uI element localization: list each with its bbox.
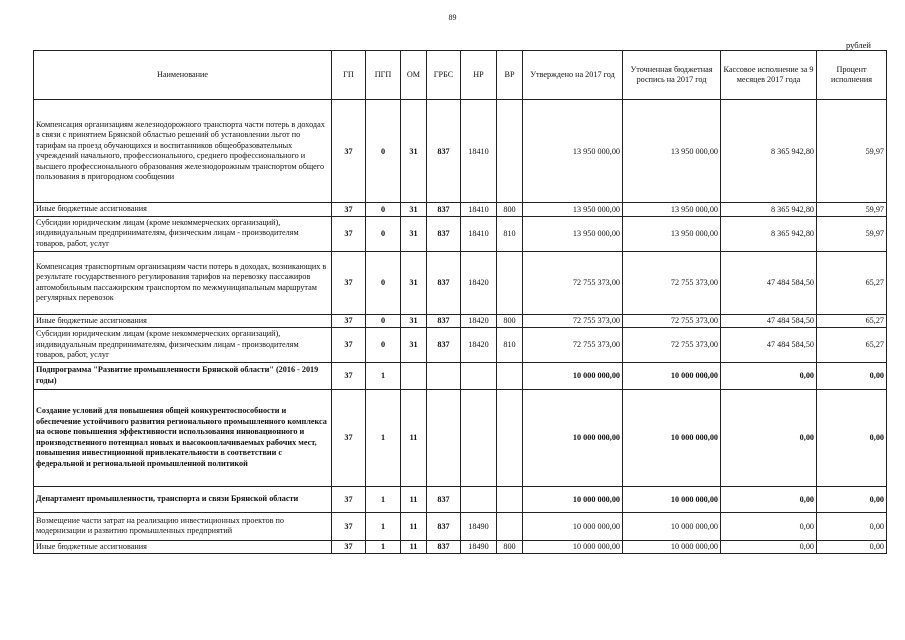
cell-np: 18490 — [461, 540, 497, 554]
page-number: 89 — [448, 13, 457, 22]
cell-om: 31 — [401, 100, 427, 203]
cell-np: 18410 — [461, 216, 497, 251]
cell-cash: 8 365 942,80 — [721, 203, 817, 217]
cell-grbs: 837 — [427, 486, 461, 512]
cell-approved: 72 755 373,00 — [523, 251, 623, 314]
cell-gp: 37 — [332, 362, 366, 389]
table-row — [34, 203, 887, 217]
cell-percent: 59,97 — [817, 216, 887, 251]
table-row — [34, 512, 887, 540]
cell-percent: 65,27 — [817, 328, 887, 363]
header-refined: Уточненная бюджетная роспись на 2017 год — [623, 51, 721, 100]
budget-table — [33, 50, 887, 554]
cell-refined: 10 000 000,00 — [623, 389, 721, 486]
cell-gp: 37 — [332, 389, 366, 486]
cell-refined: 13 950 000,00 — [623, 216, 721, 251]
header-gp: ГП — [332, 51, 366, 100]
cell-ppgp: 1 — [366, 540, 401, 554]
cell-vr: 810 — [497, 328, 523, 363]
cell-grbs: 837 — [427, 203, 461, 217]
cell-np: 18420 — [461, 328, 497, 363]
cell-approved: 10 000 000,00 — [523, 486, 623, 512]
cell-gp: 37 — [332, 216, 366, 251]
cell-ppgp: 1 — [366, 512, 401, 540]
table-row — [34, 389, 887, 486]
cell-percent: 59,97 — [817, 203, 887, 217]
cell-vr: 810 — [497, 216, 523, 251]
cell-om: 11 — [401, 389, 427, 486]
cell-ppgp: 1 — [366, 389, 401, 486]
cell-cash: 0,00 — [721, 362, 817, 389]
cell-cash: 0,00 — [721, 512, 817, 540]
cell-vr — [497, 100, 523, 203]
cell-vr — [497, 512, 523, 540]
cell-ppgp: 0 — [366, 203, 401, 217]
header-grbs: ГРБС — [427, 51, 461, 100]
cell-gp: 37 — [332, 100, 366, 203]
cell-gp: 37 — [332, 512, 366, 540]
cell-np: 18420 — [461, 314, 497, 328]
cell-cash: 0,00 — [721, 389, 817, 486]
table-row — [34, 486, 887, 512]
cell-vr — [497, 486, 523, 512]
cell-gp: 37 — [332, 486, 366, 512]
header-row — [34, 51, 887, 100]
cell-vr — [497, 251, 523, 314]
cell-np — [461, 362, 497, 389]
cell-cash: 8 365 942,80 — [721, 216, 817, 251]
cell-np: 18490 — [461, 512, 497, 540]
header-name: Наименование — [34, 51, 332, 100]
cell-om: 31 — [401, 203, 427, 217]
cell-grbs — [427, 389, 461, 486]
cell-np: 18420 — [461, 251, 497, 314]
cell-approved: 72 755 373,00 — [523, 328, 623, 363]
cell-refined: 13 950 000,00 — [623, 100, 721, 203]
header-cash: Кассовое исполнение за 9 месяцев 2017 года — [721, 51, 817, 100]
cell-om: 31 — [401, 314, 427, 328]
header-percent: Процент исполнения — [817, 51, 887, 100]
cell-np — [461, 486, 497, 512]
table-row — [34, 328, 887, 363]
cell-om — [401, 362, 427, 389]
cell-refined: 72 755 373,00 — [623, 314, 721, 328]
table-row — [34, 100, 887, 203]
table-row — [34, 314, 887, 328]
cell-name: Субсидии юридическим лицам (кроме некоммерческих организаций), индивидуальным предпринимателям, физическим лицам - производителям товаров, работ, услуг — [34, 216, 332, 251]
cell-gp: 37 — [332, 314, 366, 328]
cell-refined: 10 000 000,00 — [623, 540, 721, 554]
cell-name: Возмещение части затрат на реализацию инвестиционных проектов по модернизации и развитию промышленных предприятий — [34, 512, 332, 540]
cell-percent: 0,00 — [817, 540, 887, 554]
cell-gp: 37 — [332, 540, 366, 554]
cell-ppgp: 1 — [366, 362, 401, 389]
cell-refined: 72 755 373,00 — [623, 251, 721, 314]
cell-grbs: 837 — [427, 328, 461, 363]
cell-np — [461, 389, 497, 486]
cell-name: Иные бюджетные ассигнования — [34, 203, 332, 217]
cell-refined: 10 000 000,00 — [623, 512, 721, 540]
cell-gp: 37 — [332, 203, 366, 217]
cell-percent: 0,00 — [817, 389, 887, 486]
cell-name: Иные бюджетные ассигнования — [34, 314, 332, 328]
cell-grbs — [427, 362, 461, 389]
units-label: рублей — [846, 40, 871, 50]
cell-percent: 59,97 — [817, 100, 887, 203]
cell-percent: 65,27 — [817, 314, 887, 328]
cell-vr: 800 — [497, 314, 523, 328]
cell-cash: 0,00 — [721, 540, 817, 554]
cell-cash: 47 484 584,50 — [721, 251, 817, 314]
cell-vr — [497, 389, 523, 486]
cell-percent: 0,00 — [817, 486, 887, 512]
cell-approved: 13 950 000,00 — [523, 216, 623, 251]
cell-om: 11 — [401, 486, 427, 512]
cell-cash: 47 484 584,50 — [721, 328, 817, 363]
cell-gp: 37 — [332, 251, 366, 314]
cell-grbs: 837 — [427, 100, 461, 203]
cell-vr — [497, 362, 523, 389]
cell-ppgp: 0 — [366, 216, 401, 251]
cell-ppgp: 0 — [366, 251, 401, 314]
cell-refined: 10 000 000,00 — [623, 362, 721, 389]
table-row — [34, 540, 887, 554]
cell-approved: 10 000 000,00 — [523, 540, 623, 554]
cell-refined: 13 950 000,00 — [623, 203, 721, 217]
header-om: ОМ — [401, 51, 427, 100]
header-vr: ВР — [497, 51, 523, 100]
cell-grbs: 837 — [427, 540, 461, 554]
cell-percent: 0,00 — [817, 362, 887, 389]
cell-cash: 0,00 — [721, 486, 817, 512]
cell-cash: 8 365 942,80 — [721, 100, 817, 203]
table-row — [34, 216, 887, 251]
header-np: НР — [461, 51, 497, 100]
cell-grbs: 837 — [427, 251, 461, 314]
cell-ppgp: 0 — [366, 314, 401, 328]
cell-om: 31 — [401, 216, 427, 251]
cell-name: Подпрограмма "Развитие промышленности Брянской области" (2016 - 2019 годы) — [34, 362, 332, 389]
cell-grbs: 837 — [427, 512, 461, 540]
cell-approved: 13 950 000,00 — [523, 203, 623, 217]
cell-refined: 72 755 373,00 — [623, 328, 721, 363]
cell-grbs: 837 — [427, 314, 461, 328]
cell-cash: 47 484 584,50 — [721, 314, 817, 328]
cell-name: Компенсация организациям железнодорожного транспорта части потерь в доходах в связи с принятием Брянской областью решений об установлении льгот по тарифам на проезд обучающихся и воспитанников общеобразовательных учреждений начального, профессионального, среднего профессионального и высшего профессионального образования железнодорожным транспортом общего пользования в пригородном сообщении — [34, 100, 332, 203]
cell-name: Субсидии юридическим лицам (кроме некоммерческих организаций), индивидуальным предпринимателям, физическим лицам - производителям товаров, работ, услуг — [34, 328, 332, 363]
cell-approved: 10 000 000,00 — [523, 389, 623, 486]
cell-approved: 10 000 000,00 — [523, 512, 623, 540]
cell-ppgp: 1 — [366, 486, 401, 512]
cell-om: 11 — [401, 540, 427, 554]
cell-np: 18410 — [461, 100, 497, 203]
cell-om: 31 — [401, 328, 427, 363]
cell-percent: 0,00 — [817, 512, 887, 540]
cell-name: Создание условий для повышения общей конкурентоспособности и обеспечение устойчивого развития регионального промышленного комплекса на основе повышения эффективности использования инновационного и производственного потенциал новых и высокооплачиваемых рабочих мест, повышения инвестиционной привлекательности в соответствии с федеральной и региональной промышленной политикой — [34, 389, 332, 486]
cell-approved: 10 000 000,00 — [523, 362, 623, 389]
cell-om: 11 — [401, 512, 427, 540]
cell-grbs: 837 — [427, 216, 461, 251]
cell-ppgp: 0 — [366, 100, 401, 203]
cell-name: Департамент промышленности, транспорта и связи Брянской области — [34, 486, 332, 512]
cell-np: 18410 — [461, 203, 497, 217]
cell-approved: 72 755 373,00 — [523, 314, 623, 328]
cell-approved: 13 950 000,00 — [523, 100, 623, 203]
cell-refined: 10 000 000,00 — [623, 486, 721, 512]
cell-vr: 800 — [497, 203, 523, 217]
cell-percent: 65,27 — [817, 251, 887, 314]
cell-om: 31 — [401, 251, 427, 314]
table-row — [34, 362, 887, 389]
cell-ppgp: 0 — [366, 328, 401, 363]
table-row — [34, 251, 887, 314]
cell-gp: 37 — [332, 328, 366, 363]
cell-vr: 800 — [497, 540, 523, 554]
header-approved: Утверждено на 2017 год — [523, 51, 623, 100]
cell-name: Иные бюджетные ассигнования — [34, 540, 332, 554]
header-ppgp: ПГП — [366, 51, 401, 100]
cell-name: Компенсация транспортным организациям части потерь в доходах, возникающих в результате государственного регулирования тарифов на перевозку пассажиров автомобильным пассажирским транспортом по межмуниципальным маршрутам регулярных перевозок — [34, 251, 332, 314]
